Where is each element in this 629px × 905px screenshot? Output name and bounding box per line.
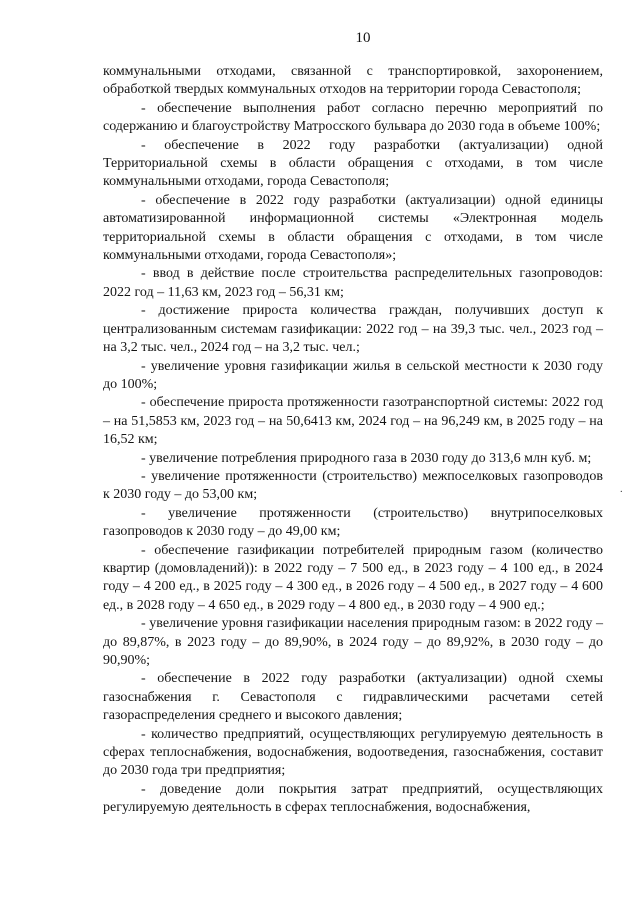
paragraph: - обеспечение в 2022 году разработки (актуализации) одной Территориальной схемы в области обращения с отходами, в том числе коммунальными отходами, города Севастополя;	[103, 137, 603, 190]
paragraph: - обеспечение выполнения работ согласно перечню мероприятий по содержанию и благоустройству Матросского бульвара до 2030 года в объеме 100%;	[103, 100, 603, 135]
paragraph: - количество предприятий, осуществляющих регулируемую деятельность в сферах теплоснабжения, водоснабжения, водоотведения, газоснабжения, составит до 2030 года три предприятия;	[103, 726, 603, 779]
body-text	[103, 63, 603, 818]
paragraph: - обеспечение прироста протяженности газотранспортной системы: 2022 год – на 51,5853 км, 2023 год – на 50,6413 км, 2024 год – на 96,249 км, в 2025 году – на 16,52 км;	[103, 395, 603, 448]
paragraph: - доведение доли покрытия затрат предприятий, осуществляющих регулируемую деятельность в сферах теплоснабжения, водоснабжения,	[103, 781, 603, 816]
paragraph: - обеспечение газификации потребителей природным газом (количество квартир (домовладений)): в 2022 году – 7 500 ед., в 2023 году – 4 100 ед., в 2024 году – 4 200 ед., в 2025 году – 4 300 ед., в 2026 году – 4 500 ед., в 2027 году – 4 600 ед., в 2028 году – 4 650 ед., в 2029 году – 4 800 ед., в 2030 году – 4 900 ед.;	[103, 542, 603, 613]
paragraph: - увеличение протяженности (строительство) межпоселковых газопроводов к 2030 году – до 53,00 км;	[103, 468, 603, 503]
paragraph: - ввод в действие после строительства распределительных газопроводов: 2022 год – 11,63 км, 2023 год – 56,31 км;	[103, 266, 603, 300]
paragraph: коммунальными отходами, связанной с транспортировкой, захоронением, обработкой твердых коммунальных отходов на территории города Севастополя;	[103, 64, 603, 98]
paragraph: - увеличение уровня газификации жилья в сельской местности к 2030 году до 100%;	[103, 358, 603, 392]
paragraph: - обеспечение в 2022 году разработки (актуализации) одной схемы газоснабжения г. Севастополя с гидравлическими расчетами сетей газораспределения среднего и высокого давления;	[103, 671, 603, 724]
paragraph: - увеличение протяженности (строительство) внутрипоселковых газопроводов к 2030 году – до 49,00 км;	[103, 505, 603, 540]
paragraph: - обеспечение в 2022 году разработки (актуализации) одной единицы автоматизированной информационной системы «Электронная модель территориальной схемы в области обращения с отходами, в том числе коммунальными отходами, города Севастополя»;	[103, 192, 603, 264]
page-number: 10	[355, 30, 371, 46]
paragraph: - увеличение потребления природного газа в 2030 году до 313,6 млн куб. м;	[141, 450, 592, 466]
paragraph: - увеличение уровня газификации населения природным газом: в 2022 году – до 89,87%, в 2023 году – до 89,90%, в 2024 году – до 89,92%, в 2030 году – до 90,90%;	[103, 616, 603, 668]
paragraph: - достижение прироста количества граждан, получивших доступ к централизованным системам газификации: 2022 год – на 39,3 тыс. чел., 2023 год – на 3,2 тыс. чел., 2024 год – на 3,2 тыс. чел.;	[103, 303, 603, 356]
margin-mark: ·	[619, 487, 623, 498]
